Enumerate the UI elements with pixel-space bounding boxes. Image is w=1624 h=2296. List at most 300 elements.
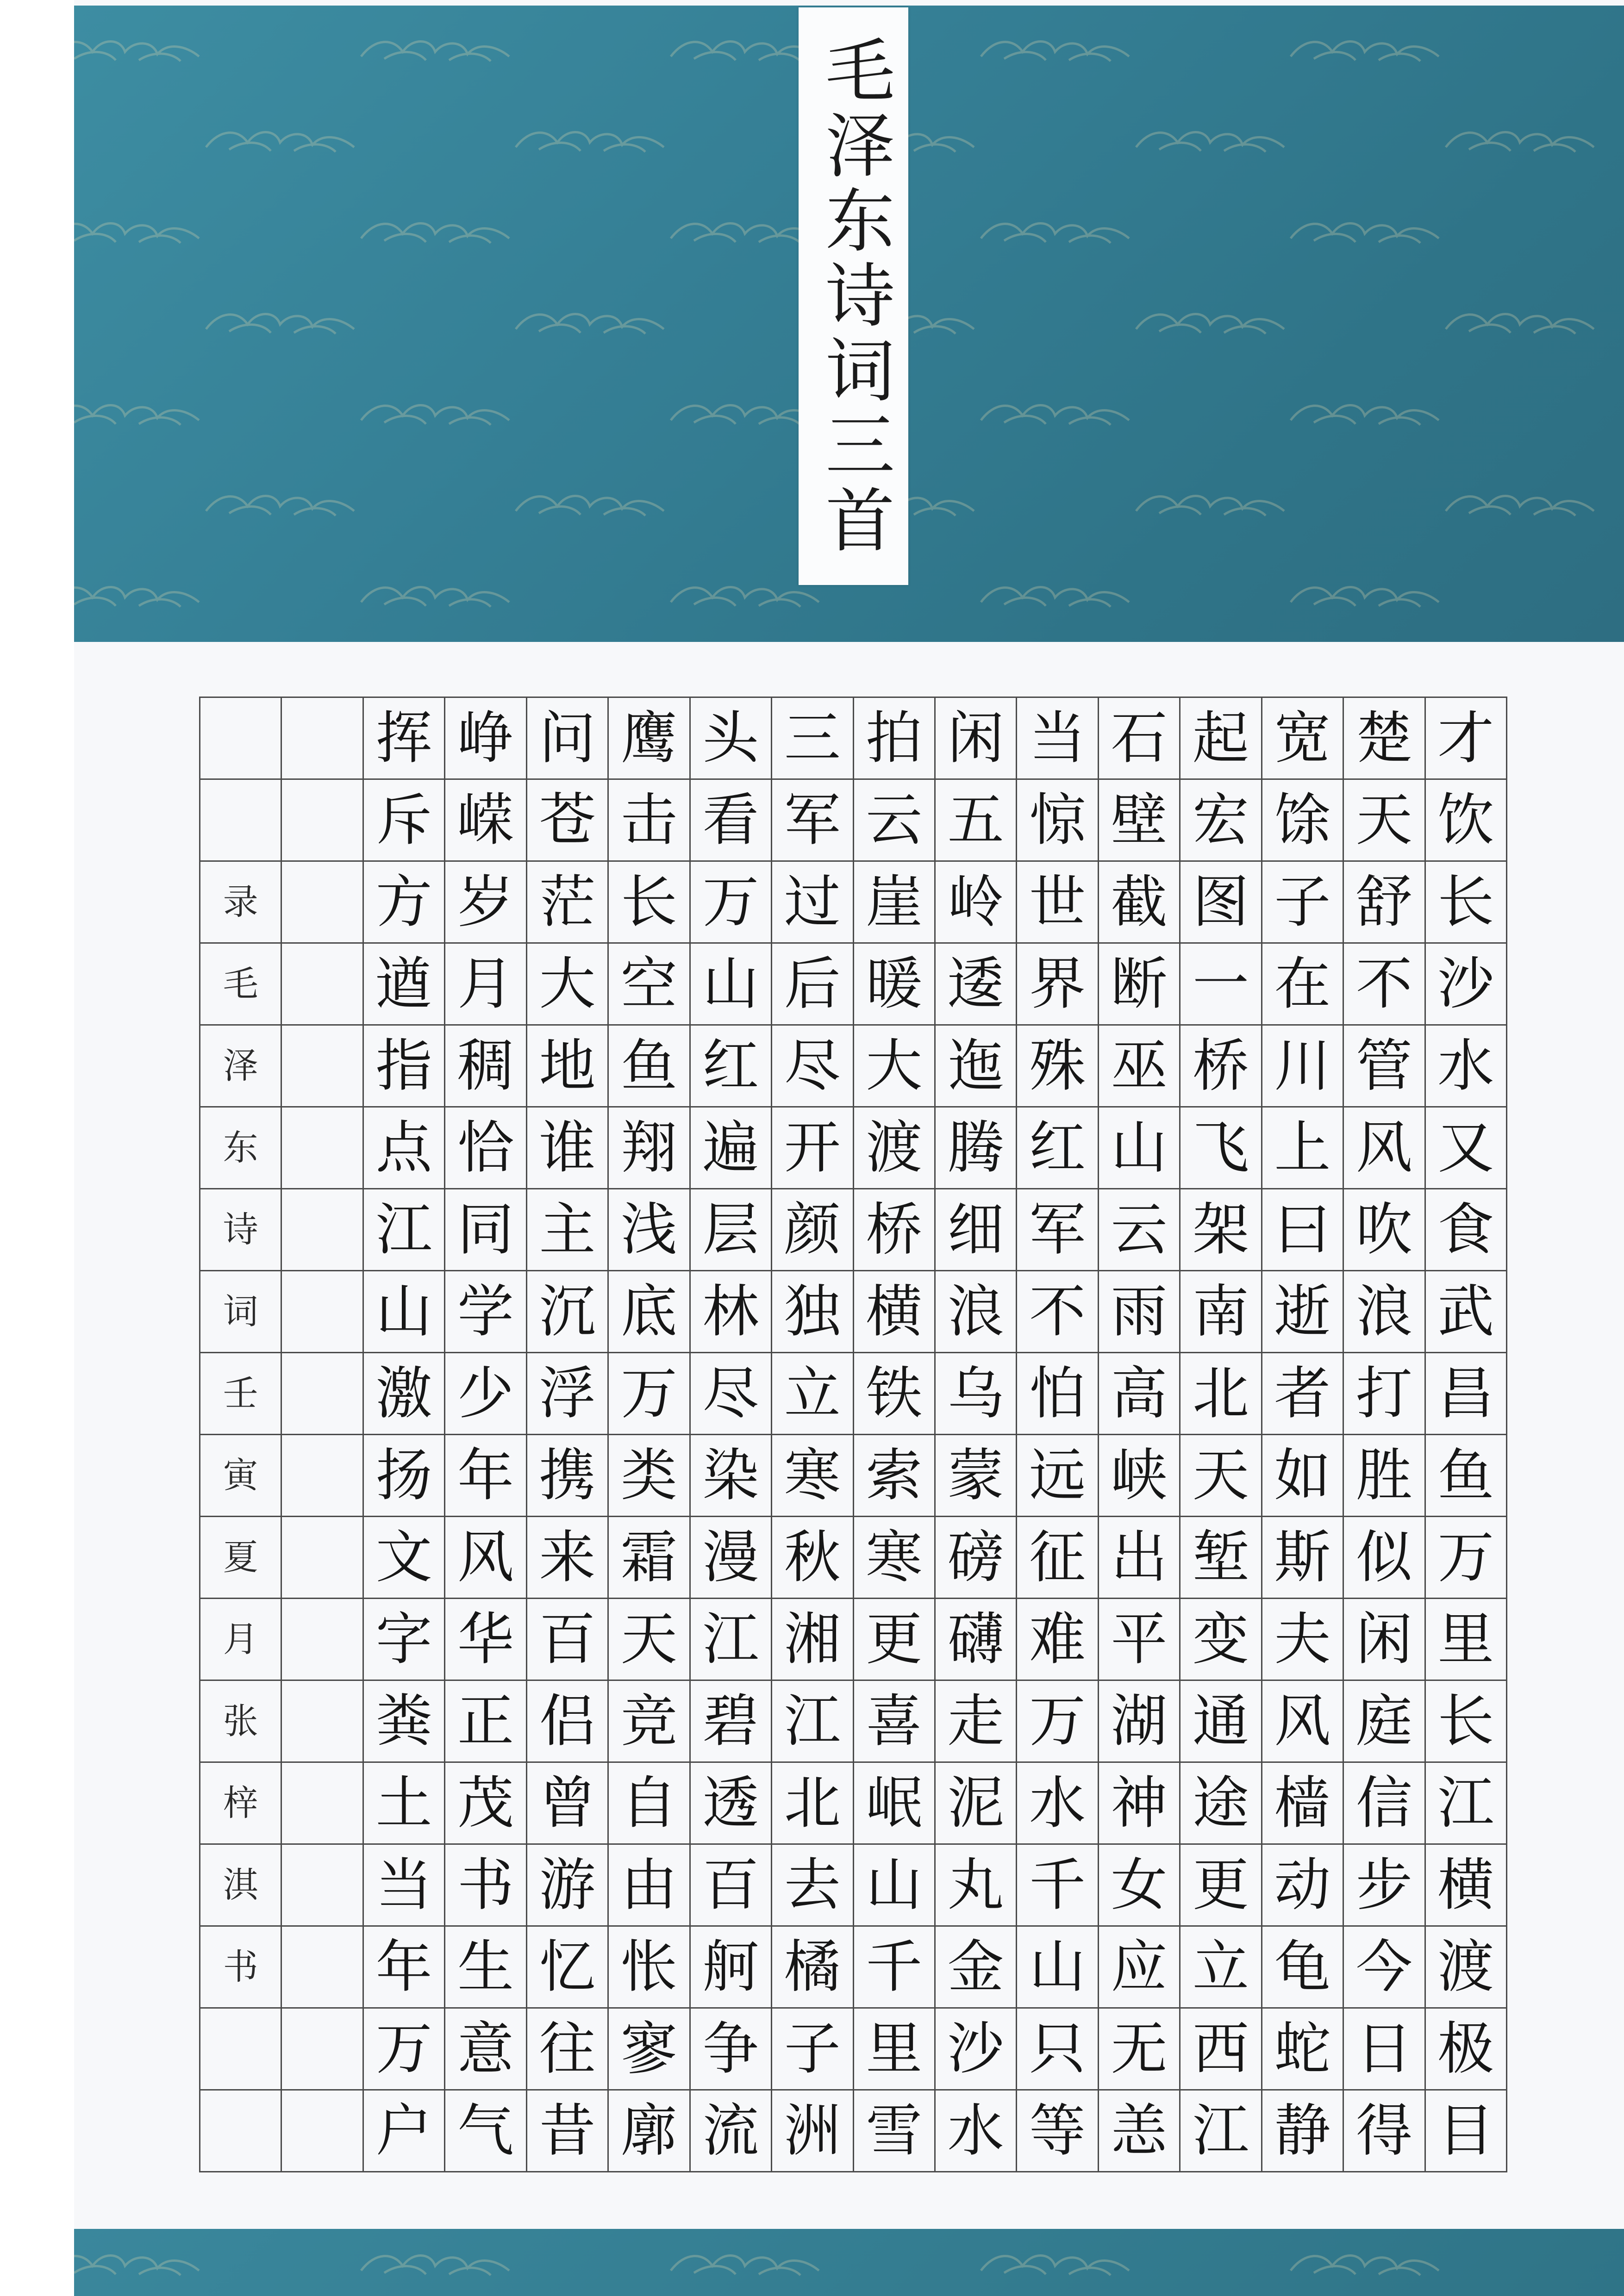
cloud-pattern-icon [511,124,668,156]
char-cell: 粪 [362,1680,444,1761]
char-cell: 宏 [1179,778,1261,860]
cloud-pattern-icon [1286,33,1443,66]
cloud-pattern-icon [356,579,514,611]
char-cell: 由 [607,1843,689,1925]
cloud-pattern-icon [201,306,359,338]
char-cell: 曾 [526,1761,607,1843]
char-cell: 方 [362,860,444,942]
char-cell: 百 [689,1843,771,1925]
char-cell: 当 [362,1843,444,1925]
char-cell: 峡 [1098,1434,1179,1516]
cloud-pattern-icon [356,215,514,248]
char-cell: 今 [1343,1925,1424,2007]
char-cell: 水 [934,2089,1016,2171]
char-cell: 去 [771,1843,852,1925]
char-cell: 风 [1261,1680,1343,1761]
grid-cell [281,1843,362,1925]
char-cell: 食 [1424,1188,1506,1270]
cloud-pattern-icon [1441,306,1599,338]
cloud-pattern-icon [666,2247,824,2280]
char-cell: 携 [526,1434,607,1516]
char-cell: 拍 [853,697,934,778]
char-cell: 秋 [771,1516,852,1598]
char-cell: 步 [1343,1843,1424,1925]
char-cell: 桥 [853,1188,934,1270]
char-cell: 五 [934,778,1016,860]
cloud-pattern-icon [201,488,359,520]
grid-cell [281,1106,362,1188]
grid-cell [281,1434,362,1516]
char-cell: 水 [1016,1761,1097,1843]
signature-char-cell: 寅 [199,1434,281,1516]
char-cell: 大 [526,942,607,1024]
char-cell: 过 [771,860,852,942]
char-cell: 遍 [689,1106,771,1188]
char-cell: 北 [1179,1352,1261,1434]
char-cell: 宽 [1261,697,1343,778]
char-cell: 得 [1343,2089,1424,2171]
char-cell: 山 [362,1270,444,1352]
signature-char-cell: 录 [199,860,281,942]
char-cell: 更 [853,1598,934,1680]
cloud-pattern-icon [511,488,668,520]
char-cell: 碧 [689,1680,771,1761]
grid-cell [281,1680,362,1761]
char-cell: 千 [1016,1843,1097,1925]
char-cell: 月 [444,942,525,1024]
char-cell: 山 [853,1843,934,1925]
char-cell: 江 [689,1598,771,1680]
char-cell: 壁 [1098,778,1179,860]
grid-cell [281,1352,362,1434]
char-cell: 昔 [526,2089,607,2171]
char-cell: 长 [1424,860,1506,942]
char-cell: 指 [362,1024,444,1106]
char-cell: 学 [444,1270,525,1352]
char-cell: 染 [689,1434,771,1516]
grid-cell [281,2089,362,2171]
char-cell: 江 [1179,2089,1261,2171]
char-cell: 胜 [1343,1434,1424,1516]
grid-cell [281,1270,362,1352]
char-cell: 平 [1098,1598,1179,1680]
char-cell: 三 [771,697,852,778]
char-cell: 架 [1179,1188,1261,1270]
char-cell: 征 [1016,1516,1097,1598]
char-cell: 立 [1179,1925,1261,2007]
char-cell: 户 [362,2089,444,2171]
char-cell: 沙 [1424,942,1506,1024]
char-cell: 沙 [934,2007,1016,2089]
char-cell: 截 [1098,860,1179,942]
char-cell: 石 [1098,697,1179,778]
char-cell: 逝 [1261,1270,1343,1352]
char-cell: 等 [1016,2089,1097,2171]
char-cell: 年 [444,1434,525,1516]
char-cell: 字 [362,1598,444,1680]
char-cell: 开 [771,1106,852,1188]
char-cell: 神 [1098,1761,1179,1843]
char-cell: 泥 [934,1761,1016,1843]
char-cell: 流 [689,2089,771,2171]
char-cell: 里 [1424,1598,1506,1680]
char-cell: 在 [1261,942,1343,1024]
char-cell: 气 [444,2089,525,2171]
signature-char-cell: 毛 [199,942,281,1024]
char-cell: 走 [934,1680,1016,1761]
char-cell: 喜 [853,1680,934,1761]
char-cell: 空 [607,942,689,1024]
cloud-pattern-icon [1286,579,1443,611]
char-cell: 殊 [1016,1024,1097,1106]
cloud-pattern-icon [74,579,204,611]
cloud-pattern-icon [976,397,1134,429]
char-cell: 起 [1179,697,1261,778]
char-cell: 寒 [853,1516,934,1598]
cloud-pattern-icon [201,124,359,156]
char-cell: 崖 [853,860,934,942]
grid-cell [281,1925,362,2007]
char-cell: 吹 [1343,1188,1424,1270]
char-cell: 云 [1098,1188,1179,1270]
char-cell: 橘 [771,1925,852,2007]
cloud-pattern-icon [356,397,514,429]
char-cell: 百 [526,1598,607,1680]
char-cell: 土 [362,1761,444,1843]
char-cell: 正 [444,1680,525,1761]
signature-char-cell [199,778,281,860]
char-cell: 乌 [934,1352,1016,1434]
char-cell: 浪 [1343,1270,1424,1352]
char-cell: 生 [444,1925,525,2007]
char-cell: 武 [1424,1270,1506,1352]
char-cell: 往 [526,2007,607,2089]
left-margin [0,0,74,2296]
char-cell: 途 [1179,1761,1261,1843]
char-cell: 浪 [934,1270,1016,1352]
char-cell: 浮 [526,1352,607,1434]
signature-char-cell: 月 [199,1598,281,1680]
char-cell: 独 [771,1270,852,1352]
char-cell: 军 [771,778,852,860]
cloud-pattern-icon [511,306,668,338]
signature-char-cell: 泽 [199,1024,281,1106]
char-cell: 红 [1016,1106,1097,1188]
char-cell: 一 [1179,942,1261,1024]
char-cell: 似 [1343,1516,1424,1598]
char-cell: 川 [1261,1024,1343,1106]
char-cell: 图 [1179,860,1261,942]
char-cell: 丸 [934,1843,1016,1925]
char-cell: 难 [1016,1598,1097,1680]
char-cell: 文 [362,1516,444,1598]
char-cell: 世 [1016,860,1097,942]
char-cell: 千 [853,1925,934,2007]
char-cell: 万 [689,860,771,942]
char-cell: 风 [444,1516,525,1598]
char-cell: 霜 [607,1516,689,1598]
char-cell: 茂 [444,1761,525,1843]
char-cell: 万 [1016,1680,1097,1761]
char-cell: 逶 [934,942,1016,1024]
char-cell: 舒 [1343,860,1424,942]
char-cell: 湖 [1098,1680,1179,1761]
char-cell: 礴 [934,1598,1016,1680]
char-cell: 渡 [1424,1925,1506,2007]
signature-char-cell: 词 [199,1270,281,1352]
char-cell: 层 [689,1188,771,1270]
char-cell: 如 [1261,1434,1343,1516]
char-cell: 昌 [1424,1352,1506,1434]
char-cell: 堑 [1179,1516,1261,1598]
char-cell: 又 [1424,1106,1506,1188]
cloud-pattern-icon [1131,488,1289,520]
char-cell: 同 [444,1188,525,1270]
cloud-pattern-icon [976,33,1134,66]
char-cell: 翔 [607,1106,689,1188]
cloud-pattern-icon [1131,124,1289,156]
char-cell: 出 [1098,1516,1179,1598]
char-cell: 夫 [1261,1598,1343,1680]
page-title: 毛泽东诗词三首 [813,34,894,559]
char-cell: 极 [1424,2007,1506,2089]
signature-char-cell [199,2007,281,2089]
char-cell: 来 [526,1516,607,1598]
char-cell: 通 [1179,1680,1261,1761]
char-cell: 横 [853,1270,934,1352]
char-cell: 索 [853,1434,934,1516]
char-cell: 天 [1343,778,1424,860]
char-cell: 谁 [526,1106,607,1188]
char-cell: 樯 [1261,1761,1343,1843]
char-cell: 变 [1179,1598,1261,1680]
char-cell: 庭 [1343,1680,1424,1761]
grid-cell [281,1188,362,1270]
char-cell: 万 [607,1352,689,1434]
char-cell: 恰 [444,1106,525,1188]
char-cell: 峥 [444,697,525,778]
signature-char-cell: 东 [199,1106,281,1188]
char-cell: 信 [1343,1761,1424,1843]
char-cell: 南 [1179,1270,1261,1352]
char-cell: 地 [526,1024,607,1106]
char-cell: 桥 [1179,1024,1261,1106]
char-cell: 横 [1424,1843,1506,1925]
char-cell: 馀 [1261,778,1343,860]
char-cell: 茫 [526,860,607,942]
char-cell: 看 [689,778,771,860]
char-cell: 里 [853,2007,934,2089]
signature-char-cell: 书 [199,1925,281,2007]
cloud-pattern-icon [356,33,514,66]
cloud-pattern-icon [1286,215,1443,248]
char-cell: 江 [362,1188,444,1270]
char-cell: 寒 [771,1434,852,1516]
char-cell: 尽 [771,1024,852,1106]
char-cell: 女 [1098,1843,1179,1925]
char-cell: 书 [444,1843,525,1925]
cloud-pattern-icon [1441,488,1599,520]
signature-char-cell: 壬 [199,1352,281,1434]
char-cell: 蛇 [1261,2007,1343,2089]
signature-char-cell: 梓 [199,1761,281,1843]
char-cell: 廓 [607,2089,689,2171]
char-cell: 岭 [934,860,1016,942]
char-cell: 云 [853,778,934,860]
cloud-pattern-icon [1286,2247,1443,2280]
grid-cell [281,697,362,778]
char-cell: 长 [1424,1680,1506,1761]
signature-char-cell: 淇 [199,1843,281,1925]
char-cell: 细 [934,1188,1016,1270]
char-cell: 鱼 [1424,1434,1506,1516]
char-cell: 饮 [1424,778,1506,860]
char-cell: 日 [1343,2007,1424,2089]
cloud-pattern-icon [356,2247,514,2280]
char-cell: 岷 [853,1761,934,1843]
char-cell: 只 [1016,2007,1097,2089]
char-cell: 迤 [934,1024,1016,1106]
char-cell: 水 [1424,1024,1506,1106]
grid-cell [281,860,362,942]
grid-cell [281,778,362,860]
char-cell: 管 [1343,1024,1424,1106]
char-cell: 天 [607,1598,689,1680]
char-cell: 忆 [526,1925,607,2007]
char-cell: 舸 [689,1925,771,2007]
char-cell: 曰 [1261,1188,1343,1270]
char-cell: 红 [689,1024,771,1106]
title-plaque [799,7,908,585]
cloud-pattern-icon [74,2247,204,2280]
char-cell: 蒙 [934,1434,1016,1516]
cloud-pattern-icon [976,215,1134,248]
char-cell: 子 [1261,860,1343,942]
char-cell: 长 [607,860,689,942]
char-cell: 漫 [689,1516,771,1598]
char-cell: 问 [526,697,607,778]
char-cell: 少 [444,1352,525,1434]
char-cell: 军 [1016,1188,1097,1270]
char-cell: 腾 [934,1106,1016,1188]
grid-cell [281,1516,362,1598]
char-cell: 恙 [1098,2089,1179,2171]
char-cell: 子 [771,2007,852,2089]
char-cell: 意 [444,2007,525,2089]
char-cell: 江 [771,1680,852,1761]
char-cell: 上 [1261,1106,1343,1188]
char-cell: 沉 [526,1270,607,1352]
char-cell: 寥 [607,2007,689,2089]
char-cell: 者 [1261,1352,1343,1434]
char-cell: 遒 [362,942,444,1024]
char-cell: 无 [1098,2007,1179,2089]
char-cell: 打 [1343,1352,1424,1434]
char-cell: 底 [607,1270,689,1352]
char-cell: 界 [1016,942,1097,1024]
cloud-pattern-icon [1441,124,1599,156]
char-cell: 林 [689,1270,771,1352]
char-cell: 楚 [1343,697,1424,778]
signature-char-cell: 夏 [199,1516,281,1598]
char-cell: 更 [1179,1843,1261,1925]
char-cell: 铁 [853,1352,934,1434]
char-cell: 北 [771,1761,852,1843]
char-cell: 高 [1098,1352,1179,1434]
cloud-pattern-icon [976,2247,1134,2280]
char-cell: 斯 [1261,1516,1343,1598]
char-cell: 年 [362,1925,444,2007]
char-cell: 华 [444,1598,525,1680]
char-cell: 主 [526,1188,607,1270]
char-cell: 游 [526,1843,607,1925]
char-cell: 雨 [1098,1270,1179,1352]
char-cell: 斥 [362,778,444,860]
char-cell: 西 [1179,2007,1261,2089]
char-cell: 苍 [526,778,607,860]
cloud-pattern-icon [74,397,204,429]
char-cell: 头 [689,697,771,778]
char-cell: 远 [1016,1434,1097,1516]
cloud-pattern-icon [74,33,204,66]
char-cell: 湘 [771,1598,852,1680]
char-cell: 浅 [607,1188,689,1270]
char-cell: 透 [689,1761,771,1843]
char-cell: 闲 [1343,1598,1424,1680]
char-cell: 大 [853,1024,934,1106]
char-cell: 闲 [934,697,1016,778]
char-cell: 点 [362,1106,444,1188]
char-cell: 不 [1343,942,1424,1024]
char-cell: 岁 [444,860,525,942]
signature-char-cell [199,2089,281,2171]
char-cell: 惊 [1016,778,1097,860]
char-cell: 山 [689,942,771,1024]
char-cell: 鱼 [607,1024,689,1106]
char-cell: 侣 [526,1680,607,1761]
char-cell: 才 [1424,697,1506,778]
cloud-pattern-icon [1286,397,1443,429]
char-cell: 争 [689,2007,771,2089]
char-cell: 不 [1016,1270,1097,1352]
char-cell: 天 [1179,1434,1261,1516]
grid-cell [281,2007,362,2089]
decorative-banner-bottom [74,2229,1624,2296]
char-cell: 动 [1261,1843,1343,1925]
char-cell: 鹰 [607,697,689,778]
cloud-pattern-icon [1131,306,1289,338]
grid-cell [281,1024,362,1106]
char-cell: 静 [1261,2089,1343,2171]
char-cell: 嵘 [444,778,525,860]
char-cell: 目 [1424,2089,1506,2171]
char-cell: 磅 [934,1516,1016,1598]
char-cell: 当 [1016,697,1097,778]
char-cell: 万 [1424,1516,1506,1598]
char-cell: 洲 [771,2089,852,2171]
char-cell: 怅 [607,1925,689,2007]
char-cell: 扬 [362,1434,444,1516]
char-cell: 巫 [1098,1024,1179,1106]
char-cell: 山 [1098,1106,1179,1188]
char-cell: 立 [771,1352,852,1434]
char-cell: 稠 [444,1024,525,1106]
char-cell: 后 [771,942,852,1024]
char-cell: 竞 [607,1680,689,1761]
signature-char-cell: 诗 [199,1188,281,1270]
char-cell: 尽 [689,1352,771,1434]
char-cell: 怕 [1016,1352,1097,1434]
